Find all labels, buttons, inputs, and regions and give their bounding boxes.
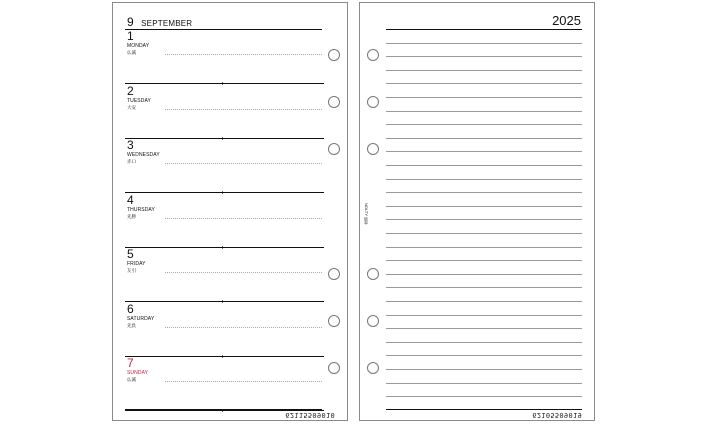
note-line [386, 233, 582, 234]
note-line [386, 165, 582, 166]
left-planner-page [112, 2, 348, 421]
weekday-label: THURSDAY [127, 206, 155, 213]
footer-rule [386, 409, 582, 410]
day-number: 2 [127, 83, 134, 98]
binder-hole [328, 49, 340, 61]
rokuyo-label: 赤口 [127, 159, 136, 164]
rokuyo-label: 仏滅 [127, 377, 136, 382]
product-code: 62115509010 [285, 411, 335, 419]
day-number: 3 [127, 138, 134, 152]
right-notes-page [359, 2, 595, 421]
rokuyo-label: 先負 [127, 322, 136, 328]
rokuyo-label: 友引 [127, 268, 136, 273]
binder-hole [367, 362, 379, 374]
note-line [386, 342, 582, 343]
day-block[interactable] [125, 303, 324, 357]
month-name: SEPTEMBER [141, 19, 193, 28]
rokuyo-label: 先勝 [127, 213, 136, 219]
binder-hole [328, 362, 340, 374]
binder-hole [367, 268, 379, 280]
note-line [386, 369, 582, 370]
rokuyo-label: 仏滅 [127, 50, 136, 55]
month-header [127, 15, 192, 29]
note-line [386, 355, 582, 356]
note-line [386, 206, 582, 207]
dotted-guide [165, 327, 322, 328]
product-code: 62105509019 [532, 411, 582, 419]
note-line [386, 179, 582, 180]
day-block[interactable] [125, 248, 324, 302]
note-line [386, 192, 582, 193]
weekday-label: SUNDAY [127, 370, 149, 376]
month-number: 9 [127, 15, 134, 29]
note-line [386, 247, 582, 248]
note-line [386, 43, 582, 44]
note-line [386, 124, 582, 125]
note-line [386, 219, 582, 220]
day-number: 5 [127, 247, 134, 261]
day-number: 7 [127, 356, 134, 370]
dotted-guide [165, 272, 322, 273]
year-label: 2025 [552, 13, 581, 28]
day-block[interactable] [125, 139, 324, 193]
day-block[interactable] [125, 85, 324, 139]
note-line [386, 274, 582, 275]
dotted-guide [165, 109, 322, 110]
dotted-guide [165, 218, 322, 219]
note-line [386, 301, 582, 302]
weekday-label: MONDAY [127, 43, 150, 49]
note-line [386, 396, 582, 397]
weekday-label: TUESDAY [127, 97, 151, 104]
binder-hole [328, 315, 340, 327]
note-line [386, 383, 582, 384]
binder-hole [367, 96, 379, 108]
binder-hole [367, 315, 379, 327]
day-number: 4 [127, 192, 134, 207]
note-line [386, 151, 582, 152]
note-line [386, 287, 582, 288]
note-line [386, 138, 582, 139]
note-line [386, 111, 582, 112]
rokuyo-label: 大安 [127, 104, 136, 110]
day-block[interactable] [125, 194, 324, 248]
brand-mark: NOLTY 能率 [364, 203, 369, 226]
binder-hole [367, 143, 379, 155]
binder-hole [328, 96, 340, 108]
day-number: 1 [127, 29, 134, 43]
note-line [386, 97, 582, 98]
note-line [386, 83, 582, 84]
weekday-label: FRIDAY [127, 261, 146, 267]
note-line [386, 328, 582, 329]
binder-hole [367, 49, 379, 61]
note-line [386, 315, 582, 316]
dotted-guide [165, 54, 322, 55]
binder-hole [328, 268, 340, 280]
note-line [386, 56, 582, 57]
day-number: 6 [127, 301, 134, 316]
day-block[interactable] [125, 357, 324, 411]
note-line [386, 70, 582, 71]
weekday-label: SATURDAY [127, 315, 155, 322]
day-block[interactable] [125, 30, 324, 84]
dotted-guide [165, 381, 322, 382]
note-line [386, 29, 582, 30]
weekday-label: WEDNESDAY [127, 152, 160, 158]
dotted-guide [165, 163, 322, 164]
note-line [386, 260, 582, 261]
binder-hole [328, 143, 340, 155]
footer-rule [125, 409, 322, 410]
